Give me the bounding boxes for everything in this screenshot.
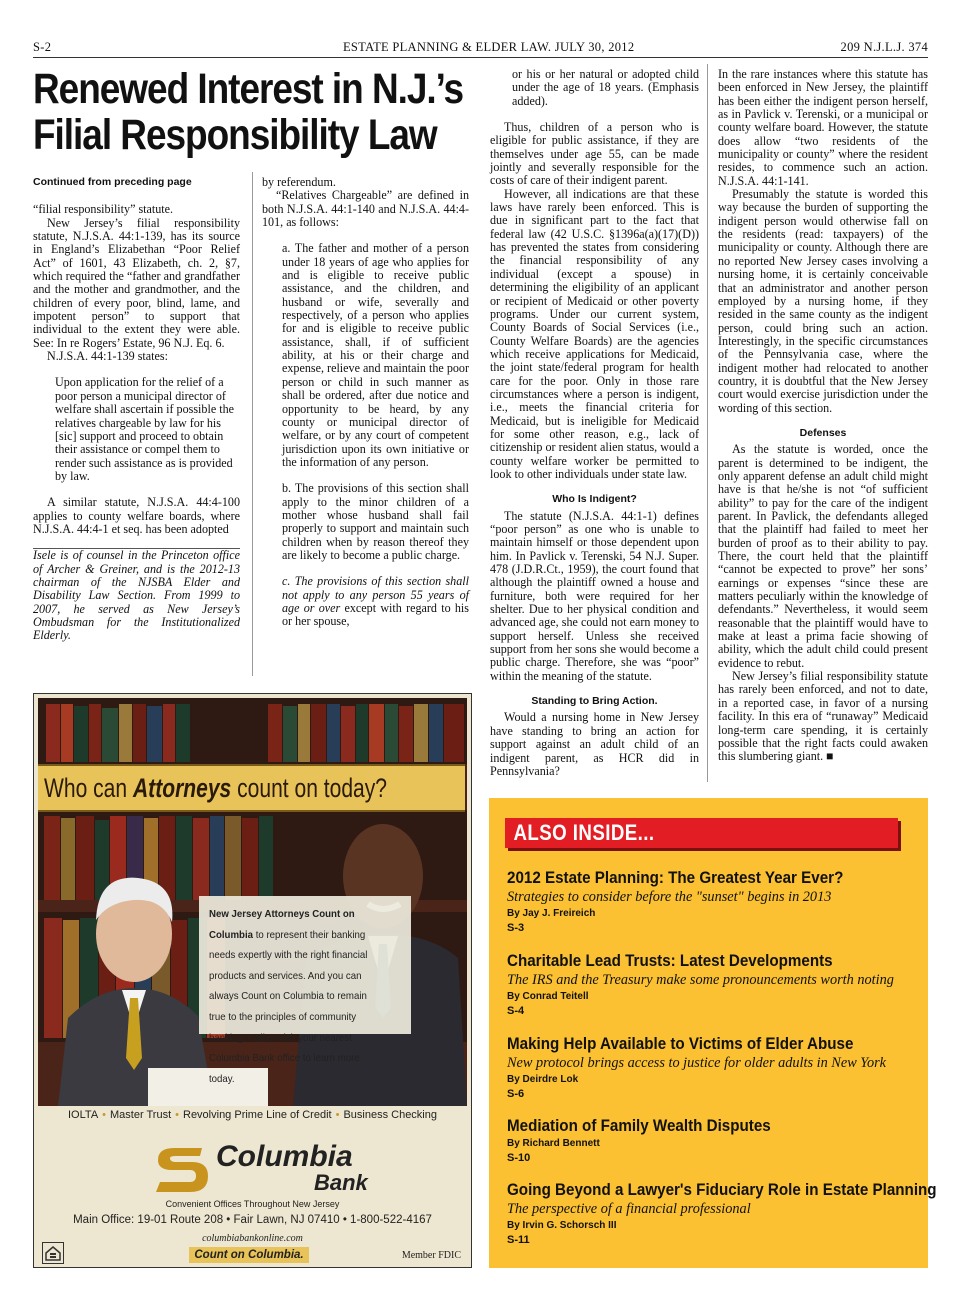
service-item: IOLTA: [68, 1109, 99, 1121]
service-item: Business Checking: [343, 1109, 437, 1121]
paragraph: Presumably the statute is worded this way because the burden of supporting the indigent person would otherwise fall on the residents (read: taxpayers) of the municipality or county. Although there are no reported New Jersey cases involving a nursing home, it is certainly conceivable that an administrator and another person employed by a nursing home, if they resided in the same county as the indigent person, could bring such an action. Interestingly, in the specific circumstances of the Pennsylvania case, where the indigent mother had relocated to another country, it is doubtful that the New Jersey court would exercise jurisdiction under the wording of this section.: [718, 187, 928, 415]
item-author: By Richard Bennett: [507, 1138, 600, 1149]
banner-text-bold: Attorneys: [132, 773, 232, 803]
also-inside-heading: [505, 818, 898, 848]
equal-housing-icon: [42, 1242, 64, 1264]
ad-copy-text: to represent their banking needs expertly with the right financial products and services. And you can always Count on Columbia to remain true to the principles of community banking. Call or visit your nearest Columbia Bank office to learn more today.: [209, 928, 368, 1085]
item-title: 2012 Estate Planning: The Greatest Year Ever?: [507, 869, 844, 887]
paragraph: The statute (N.J.S.A. 44:1-1) defines “poor person” as one who is unable to maintain himself or those dependent upon him. In Pavlick v. Terenski, 54 N.J. Super. 478 (J.D.R.Ct., 1959), the court found that although the plaintiff owned a house and furniture, both were required for her shelter. Due to her physical condition and advanced age, she could not earn money to support herself. Unless she received support from her sons she would become a public charge. Therefore, she was “poor” within the meaning of the statute.: [490, 508, 699, 683]
columbia-logo-icon: [154, 1142, 210, 1196]
item-author: By Jay J. Freireich: [507, 908, 596, 919]
logo-bank: Bank: [314, 1170, 368, 1195]
statute-quote-a: a. The father and mother of a person under 18 years of age who applies for and is eligible to receive public assistance, and the children, and husband or wife, severally and respectively, of a person who applies for and is eligible to receive public assistance, shall, if of sufficient ability, at his or their charge and expense, relieve and maintain the poor person or child in such manner as shall be ordered, after due notice and opportunity to be heard, by any county or municipal director of welfare, or by any court of competent jurisdiction upon its own initiative or the information of any person.: [282, 241, 469, 469]
column-rule: [707, 64, 708, 782]
banner-text-post: count on today?: [231, 773, 388, 803]
also-inside-heading-text: ALSO INSIDE...: [513, 820, 655, 845]
banner-text-pre: Who can: [44, 773, 133, 803]
paragraph: A similar statute, N.J.S.A. 44:4-100 applies to county welfare boards, where N.J.S.A. 44:4-1 et seq. has been adopted: [33, 495, 240, 536]
statute-quote-b: b. The provisions of this section shall apply to the minor children of a mother whose husband shall fail properly to support and maintain such children when by reason thereof they are likely to become a public charge.: [282, 481, 469, 562]
statute-quote-c-rest: except with regard to his or her spouse,: [282, 600, 469, 629]
article-title: [33, 65, 464, 159]
paragraph: In the rare instances where this statute has been enforced in New Jersey, the plaintiff has been either the indigent person herself, as in Pavlick v. Terenski, or a municipal or county welfare board. However, the statute does allow “two residents of the municipality or county” where the resident resides, to commence such an action. N.J.S.A. 44:1-141.: [718, 67, 928, 188]
paragraph: New Jersey’s filial responsibility statute has rarely been enforced, and not to date, in a reported case, in favor of a nursing facility. In this era of “runaway” Medicaid long-term care spending, it is certainly possible that the right facts could awaken this slumbering giant. ■: [718, 669, 928, 764]
title-line-2: Filial Responsibility Law: [33, 111, 437, 159]
item-subtitle: The IRS and the Treasury make some pronouncements worth noting: [507, 972, 894, 988]
paragraph: New Jersey’s filial responsibility statute, N.J.S.A. 44:1-139, has its source in England’s Elizabethan “Poor Relief Act” of 1601, 43 Elizabeth, ch. 2, §7, which required the “father and grandfather and the mother and grandmother, and the children of every poor, blind, lame, and impotent person” to support that individual to the extent they were able. See: In re Rogers’ Estate, 96 N.J. Eq. 6.: [33, 215, 240, 350]
item-subtitle: Strategies to consider before the "sunset" begins in 2013: [507, 889, 832, 905]
item-page: S-4: [507, 1005, 525, 1017]
continued-note: Continued from preceding page: [33, 176, 192, 188]
ad-tagline: Count on Columbia.: [189, 1247, 309, 1263]
item-title: Mediation of Family Wealth Disputes: [507, 1117, 771, 1135]
paragraph: “filial responsibility” statute.: [33, 202, 174, 217]
also-inside-item[interactable]: [507, 1116, 922, 1165]
statute-quote-c: [282, 575, 469, 628]
bullet-icon: •: [102, 1109, 107, 1121]
also-inside-item[interactable]: [507, 1034, 922, 1101]
subheading: Standing to Bring Action.: [531, 695, 658, 708]
block-quote: Upon application for the relief of a poor person a municipal director of welfare shall ascertain if possible the relatives chargeable by law for his [sic] support and proceed to obtain their assistance or compel them to render such assistance as is provided by law.: [55, 375, 234, 483]
ad-copy-bold: New Jersey Attorneys Count on Columbia: [209, 908, 355, 941]
columbia-bank-logo[interactable]: [154, 1142, 374, 1196]
also-inside-item[interactable]: [507, 951, 922, 1018]
paragraph: Would a nursing home in New Jersey have standing to bring an action for support against an adult child of an indigent parent, as HCR did in Pennsylvania?: [490, 710, 699, 778]
subheading: Defenses: [799, 426, 847, 439]
item-title: Going Beyond a Lawyer's Fiduciary Role in Estate Planning: [507, 1181, 937, 1199]
ad-banner: [38, 764, 465, 812]
header-rule: [33, 57, 928, 58]
item-subtitle: New protocol brings access to justice for older adults in New York: [507, 1055, 886, 1071]
paragraph: However, all indications are that these laws have rarely been enforced. This is due in significant part to the fact that federal law (42 U.S.C. §1396a(a)(17)(D)) has prevented the states from considering the financial responsibility of any individual (except a spouse) in determining the eligibility of an applicant or recipient of Medicaid or other poverty programs. Under our current system, County Boards of Social Services (i.e., County Welfare Boards) are the agencies which receive applications for Medicaid, the joint state/federal program for health care for the poor. Only in those rare circumstances where a person is indigent, i.e., meets the financial criteria for Medicaid, but is ineligible for Medicaid for some other reason, e.g., lack of citizenship or resident alien status, would a county welfare worker be permitted to look to other individuals under state law.: [490, 186, 699, 481]
columbia-bank-ad[interactable]: [33, 693, 472, 1268]
item-title: Charitable Lead Trusts: Latest Developments: [507, 952, 833, 970]
also-inside-box: [489, 798, 937, 1268]
ad-main-office: Main Office: 19-01 Route 208 • Fair Lawn, NJ 07410 • 1-800-522-4167: [73, 1214, 432, 1226]
item-subtitle: The perspective of a financial professional: [507, 1201, 751, 1217]
item-page: S-10: [507, 1152, 531, 1164]
also-inside-item[interactable]: [507, 1180, 937, 1247]
item-title: Making Help Available to Victims of Elder Abuse: [507, 1035, 854, 1053]
article-column-1: [33, 176, 240, 643]
ad-copy-box: [199, 896, 411, 1085]
service-item: Revolving Prime Line of Credit: [183, 1109, 332, 1121]
paragraph: “Relatives Chargeable” are defined in both N.J.S.A. 44:1-140 and N.J.S.A. 44:4-101, as follows:: [262, 188, 469, 230]
section-title: ESTATE PLANNING & ELDER LAW. JULY 30, 2012: [343, 40, 635, 54]
item-page: S-11: [507, 1234, 530, 1246]
subheading: Who Is Indigent?: [552, 493, 637, 506]
citation: 209 N.J.L.J. 374: [840, 40, 928, 54]
ad-services: [34, 1109, 471, 1121]
ad-url[interactable]: columbiabankonline.com: [202, 1233, 303, 1244]
ad-convenient: Convenient Offices Throughout New Jersey: [165, 1199, 340, 1209]
item-page: S-6: [507, 1088, 525, 1100]
item-author: By Irvin G. Schorsch III: [507, 1220, 617, 1231]
column-rule: [252, 172, 253, 676]
page-number: S-2: [33, 40, 52, 54]
logo-name: Columbia: [216, 1140, 353, 1173]
title-line-1: Renewed Interest in N.J.’s: [33, 65, 464, 113]
item-author: By Conrad Teitell: [507, 991, 589, 1002]
bullet-icon: •: [175, 1109, 179, 1121]
item-author: By Deirdre Lok: [507, 1074, 579, 1085]
article-column-4: [718, 68, 928, 764]
service-item: Master Trust: [110, 1109, 172, 1121]
paragraph: N.J.S.A. 44:1-139 states:: [47, 349, 168, 364]
article-column-3: [490, 68, 699, 778]
statute-quote-c-emphasis: c. The provisions of this section shall not apply to any person 55 years of age or over: [282, 574, 469, 615]
paragraph: Thus, children of a person who is eligible for public assistance, if they are themselves under age 55, can be made jointly and severally responsible for the costs of care of their indigent parent.: [490, 120, 699, 188]
paragraph: As the statute is worded, once the parent is determined to be indigent, the only apparent defense an adult child might have is that he/she is not “of sufficient ability” to pay for the care of the indigent parent. In Pavlick, the defendants alleged that the plaintiff had failed to meet her burden of proof as to their ability to pay. There, the court held that the plaintiff “cannot be expected to prove” her sons’ earnings or expenses “since these are matters peculiarly within the knowledge of defendants.” Nevertheless, it would seem reasonable that the plaintiff would have to make at least a prima facie showing of ability, which the adult child could present evidence to rebut.: [718, 442, 928, 670]
running-header: [33, 40, 928, 56]
also-inside-item[interactable]: [507, 868, 922, 935]
bullet-icon: •: [335, 1109, 340, 1121]
quote-continuation: or his or her natural or adopted child under the age of 18 years. (Emphasis added).: [512, 67, 699, 108]
ad-fdic: Member FDIC: [401, 1250, 461, 1261]
author-bio: Isele is of counsel in the Princeton office of Archer & Greiner, and is the 2012-13 chairman of the NJSBA Elder and Disability Law Section. From 1999 to 2007, he served as New Jersey’s Ombudsman for the Institutionalized Elderly.: [33, 548, 240, 643]
paragraph: by referendum.: [262, 175, 336, 189]
item-page: S-3: [507, 922, 525, 934]
article-column-2: [262, 176, 469, 642]
